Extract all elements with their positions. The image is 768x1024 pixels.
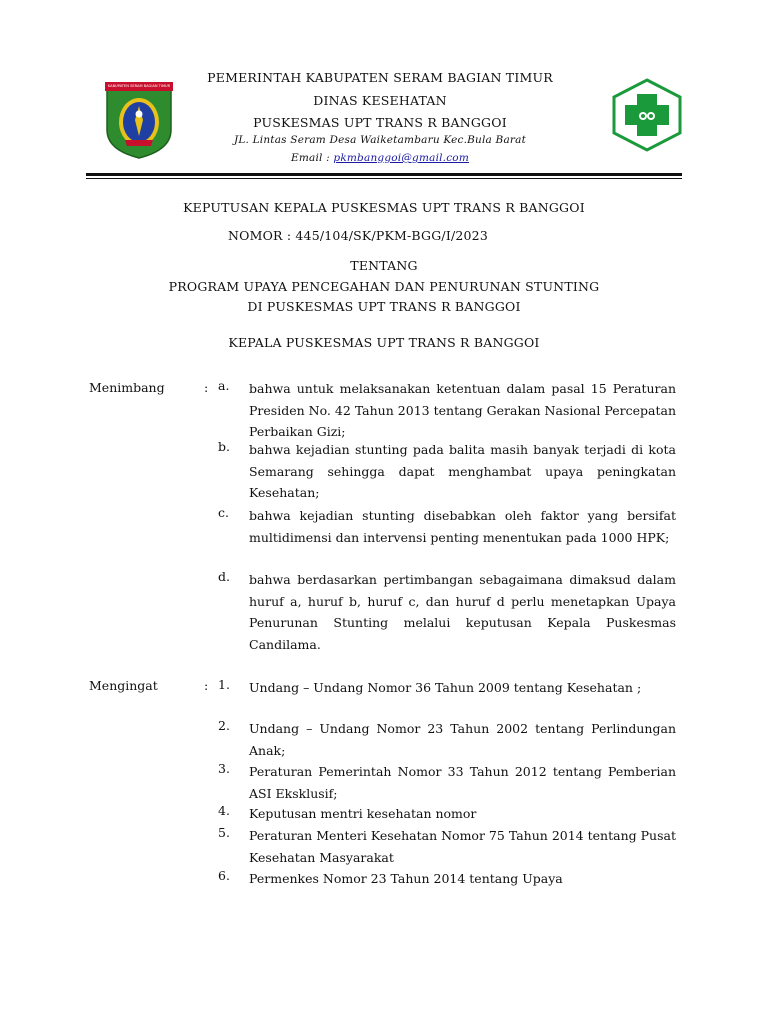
list-marker: 5. — [218, 825, 230, 840]
health-cross-icon — [610, 78, 684, 152]
list-item-text: Undang – Undang Nomor 36 Tahun 2009 tentang Kesehatan ; — [249, 680, 642, 695]
regency-logo-banner: KABUPATEN SERAM BAGIAN TIMUR — [107, 84, 171, 88]
list-marker: 2. — [218, 718, 230, 733]
menimbang-item-a — [218, 378, 676, 443]
list-item-text: Peraturan Pemerintah Nomor 33 Tahun 2012 tentang Pemberian ASI Eksklusif; — [249, 764, 676, 801]
list-item-text: Undang – Undang Nomor 23 Tahun 2002 tentang Perlindungan Anak; — [249, 721, 676, 758]
list-item-text: bahwa berdasarkan pertimbangan sebagaimana dimaksud dalam huruf a, huruf b, huruf c, dan huruf d perlu menetapkan Upaya Penurunan Stunting melalui keputusan Kepala Puskesmas Candilama. — [249, 572, 676, 652]
decree-subject-line1: PROGRAM UPAYA PENCEGAHAN DAN PENURUNAN STUNTING — [168, 279, 600, 294]
list-item-text: Keputusan mentri kesehatan nomor — [249, 806, 477, 821]
email-link[interactable]: pkmbanggoi@gmail.com — [333, 152, 469, 164]
decree-authority: KEPALA PUSKESMAS UPT TRANS R BANGGOI — [228, 335, 540, 350]
decree-number: NOMOR : 445/104/SK/PKM-BGG/I/2023 — [228, 228, 488, 243]
menimbang-item-b — [218, 439, 676, 504]
mengingat-label: Mengingat — [89, 678, 158, 693]
mengingat-item-2 — [218, 718, 676, 761]
list-marker: a. — [218, 378, 230, 393]
mengingat-item-4 — [218, 803, 676, 825]
menimbang-label: Menimbang — [89, 380, 165, 395]
letterhead-rule-thick — [86, 173, 682, 176]
list-item-text: Peraturan Menteri Kesehatan Nomor 75 Tahun 2014 tentang Pusat Kesehatan Masyarakat — [249, 828, 676, 865]
mengingat-item-5 — [218, 825, 676, 868]
list-item-text: Permenkes Nomor 23 Tahun 2014 tentang Upaya — [249, 871, 563, 886]
list-item-text: bahwa kejadian stunting pada balita masih banyak terjadi di kota Semarang sehingga dapat menghambat upaya peningkatan Kesehatan; — [249, 442, 676, 500]
puskesmas-logo — [610, 78, 684, 152]
decree-subject-line2: DI PUSKESMAS UPT TRANS R BANGGOI — [247, 299, 521, 314]
list-marker: 4. — [218, 803, 230, 818]
letterhead-rule-thin — [86, 178, 682, 179]
list-marker: 3. — [218, 761, 230, 776]
letterhead-email-line — [160, 152, 600, 164]
mengingat-colon: : — [204, 678, 209, 693]
decree-about: TENTANG — [350, 258, 418, 273]
list-marker: b. — [218, 439, 230, 454]
list-item-text: bahwa untuk melaksanakan ketentuan dalam pasal 15 Peraturan Presiden No. 42 Tahun 2013 tentang Gerakan Nasional Percepatan Perbaikan Gizi; — [249, 381, 676, 439]
letterhead-address: JL. Lintas Seram Desa Waiketambaru Kec.Bula Barat — [233, 134, 527, 146]
menimbang-item-d — [218, 569, 676, 655]
mengingat-item-6 — [218, 868, 676, 890]
letterhead-department: DINAS KESEHATAN — [313, 93, 447, 108]
mengingat-item-1 — [218, 677, 676, 699]
list-marker: 1. — [218, 677, 230, 692]
list-marker: c. — [218, 505, 229, 520]
menimbang-item-c — [218, 505, 676, 548]
menimbang-colon: : — [204, 380, 209, 395]
email-label: Email : — [291, 152, 334, 164]
list-marker: d. — [218, 569, 230, 584]
list-marker: 6. — [218, 868, 230, 883]
letterhead-government: PEMERINTAH KABUPATEN SERAM BAGIAN TIMUR — [207, 70, 553, 85]
decree-title: KEPUTUSAN KEPALA PUSKESMAS UPT TRANS R BANGGOI — [183, 200, 585, 215]
mengingat-item-3 — [218, 761, 676, 804]
letterhead-puskesmas: PUSKESMAS UPT TRANS R BANGGOI — [253, 115, 507, 130]
list-item-text: bahwa kejadian stunting disebabkan oleh faktor yang bersifat multidimensi dan intervensi penting menentukan pada 1000 HPK; — [249, 508, 676, 545]
